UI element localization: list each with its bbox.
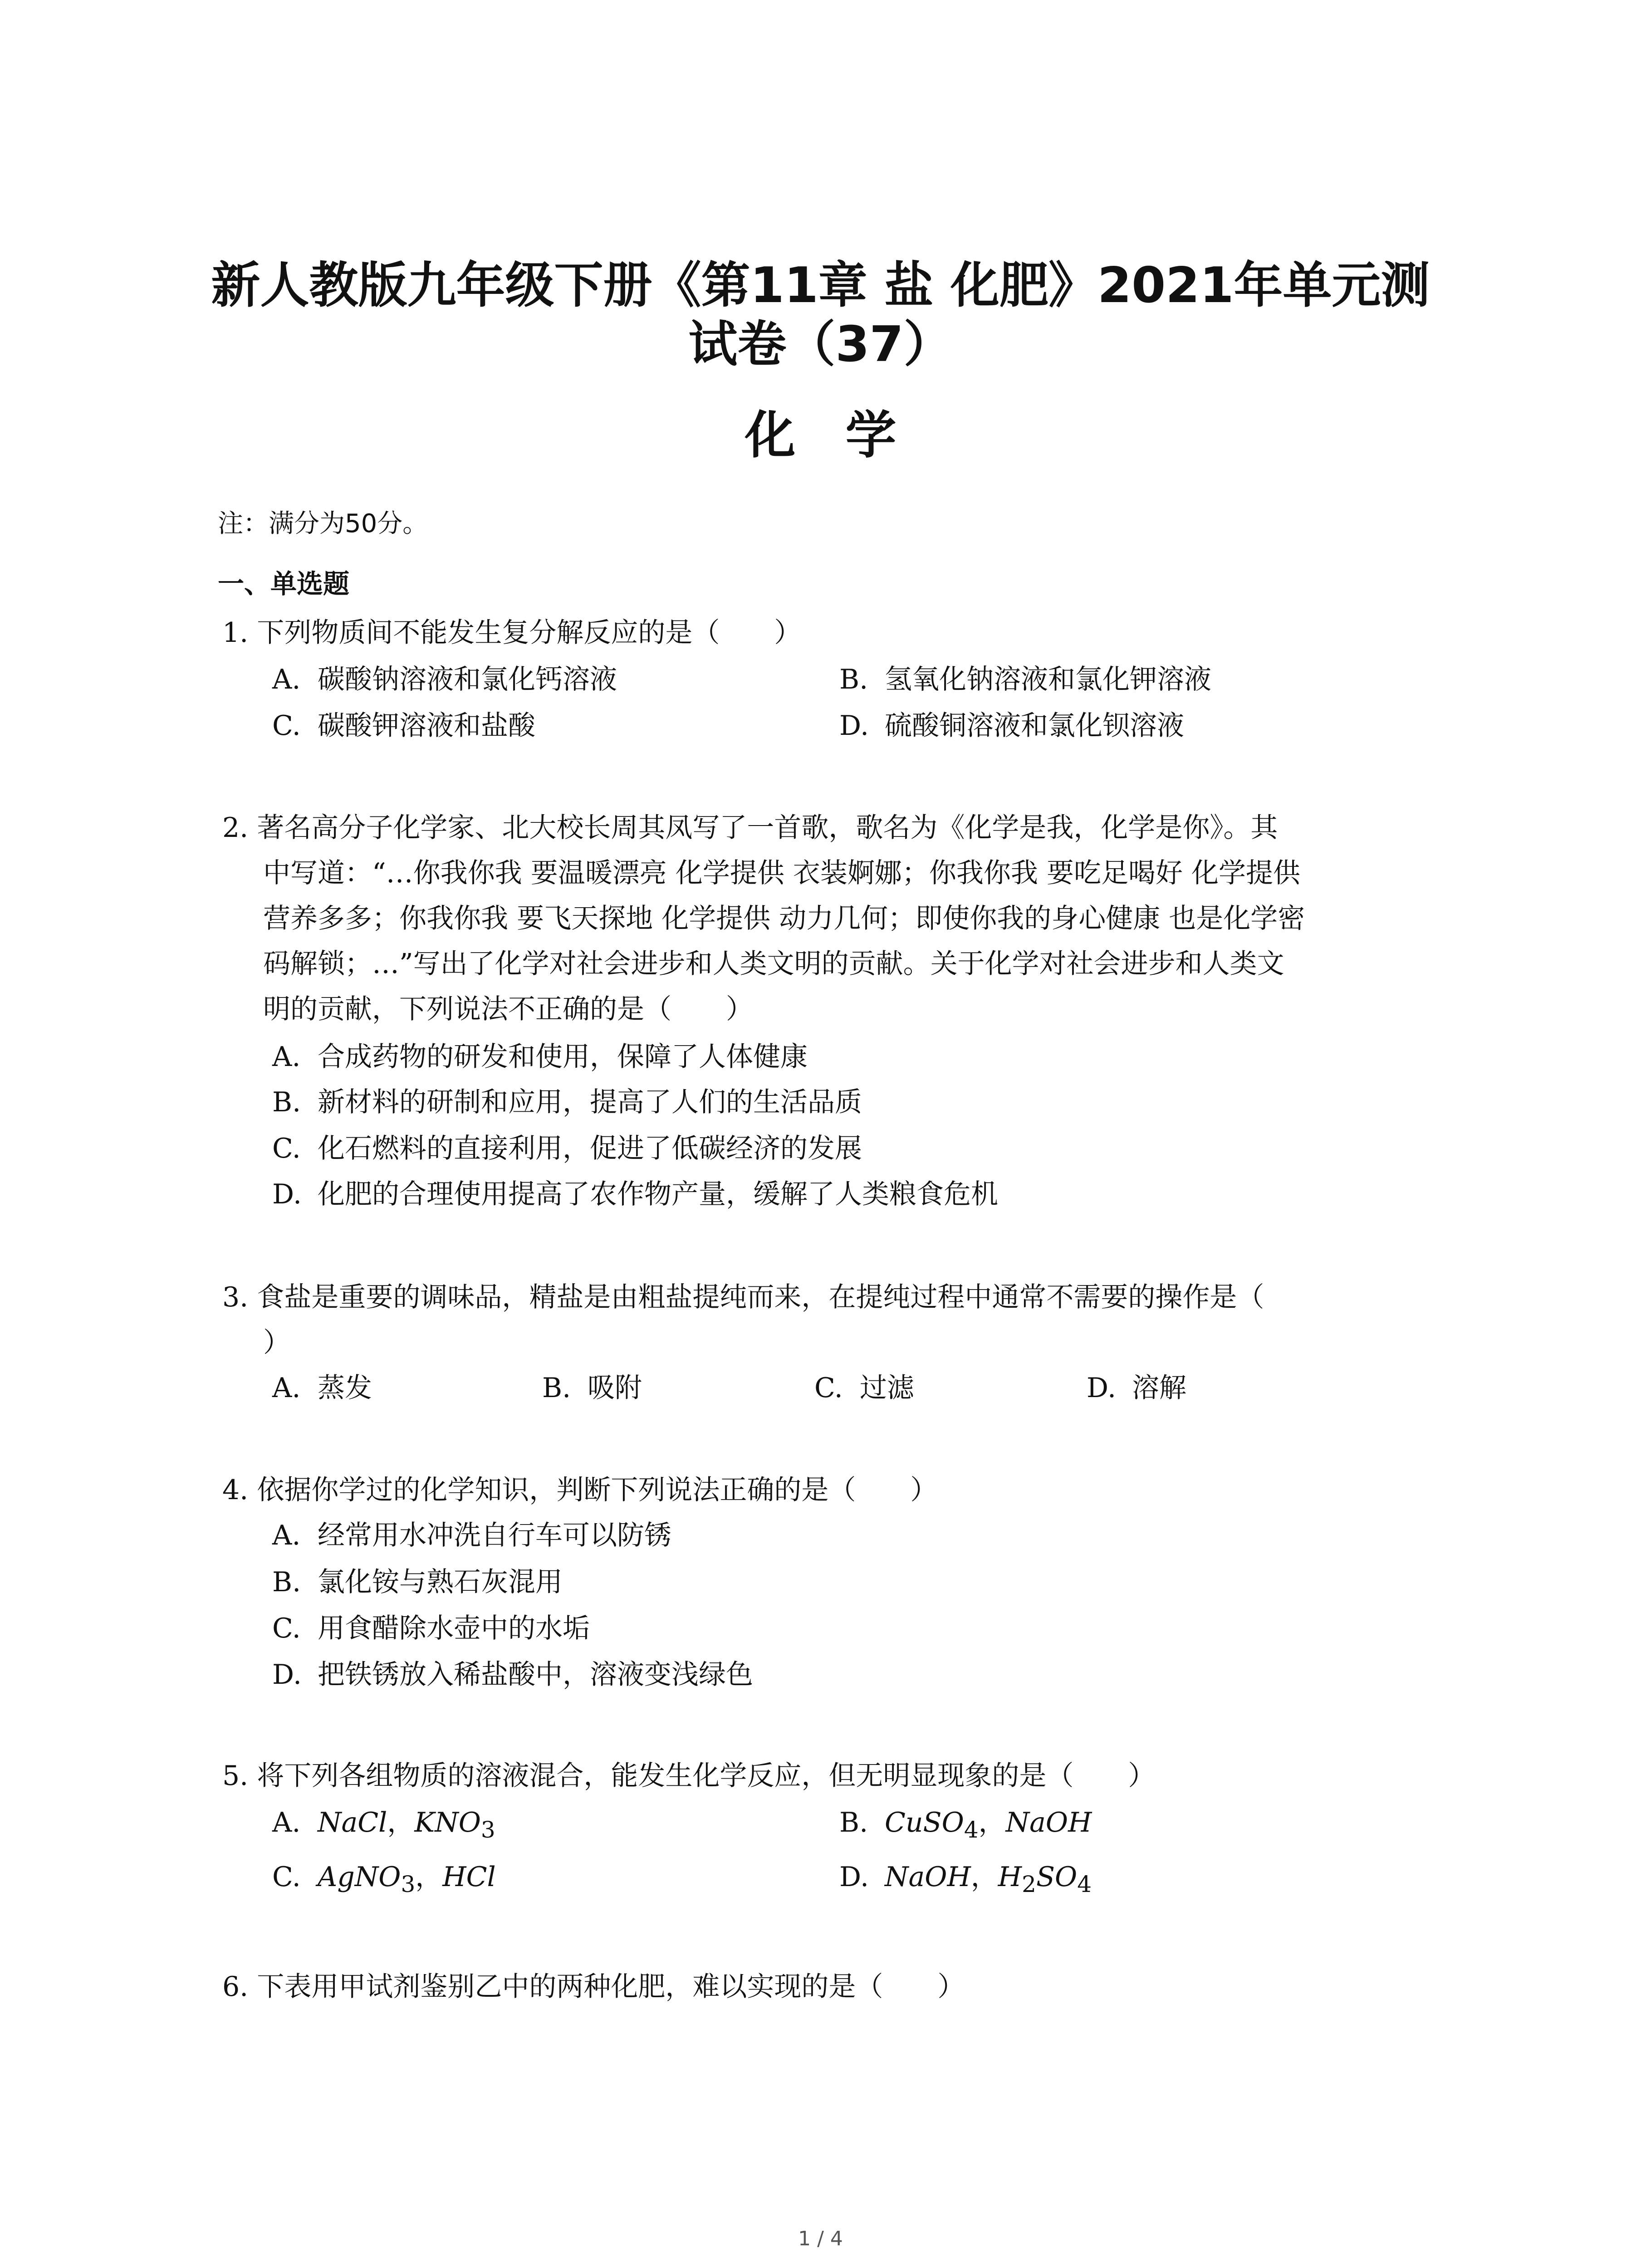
option-a: A. 经常用水冲洗自行车可以防锈 <box>272 1520 671 1551</box>
option-d: D. 把铁锈放入稀盐酸中，溶液变浅绿色 <box>272 1659 753 1691</box>
option-d: D. 硫酸铜溶液和氯化钡溶液 <box>839 710 1184 742</box>
option-d: D. NaOH，$H_2SO_4$ <box>839 1861 1092 1897</box>
question-stem-line: ） <box>263 1327 290 1359</box>
option-a: A. 蒸发 <box>272 1372 372 1404</box>
option-a: A. 合成药物的研发和使用，保障了人体健康 <box>272 1041 808 1073</box>
option-c: C. 过滤 <box>814 1372 914 1404</box>
option-b: B. 新材料的研制和应用，提高了人们的生活品质 <box>272 1086 862 1118</box>
question-stem: 5. 将下列各组物质的溶液混合，能发生化学反应，但无明显现象的是（ ） <box>222 1760 1156 1792</box>
option-a: A. NaCl，$KNO_3$ <box>272 1807 495 1843</box>
question-stem-line: 3. 食盐是重要的调味品，精盐是由粗盐提纯而来，在提纯过程中通常不需要的操作是（ <box>222 1281 1264 1313</box>
question-stem-line: 码解锁；…”写出了化学对社会进步和人类文明的贡献。关于化学对社会进步和人类文 <box>263 948 1284 980</box>
question-stem: 4. 依据你学过的化学知识，判断下列说法正确的是（ ） <box>222 1474 938 1506</box>
score-note: 注：满分为50分。 <box>218 509 428 538</box>
page-title-line-2: 试卷（37） <box>688 316 953 373</box>
option-c: C. AgNO$_3$，HCl <box>272 1861 496 1897</box>
option-d: D. 化肥的合理使用提高了农作物产量，缓解了人类粮食危机 <box>272 1178 998 1210</box>
option-a: A. 碳酸钠溶液和氯化钙溶液 <box>272 664 617 695</box>
question-stem-line: 中写道：“…你我你我 要温暖漂亮 化学提供 衣装婀娜；你我你我 要吃足喝好 化学提供 <box>263 857 1301 889</box>
question-stem-line: 明的贡献，下列说法不正确的是（ ） <box>263 993 753 1025</box>
question-stem-line: 2. 著名高分子化学家、北大校长周其凤写了一首歌，歌名为《化学是我，化学是你》。其 <box>222 812 1278 844</box>
option-c: C. 碳酸钾溶液和盐酸 <box>272 710 535 742</box>
question-stem: 1. 下列物质间不能发生复分解反应的是（ ） <box>222 617 802 649</box>
page-number: 1 / 4 <box>798 2227 843 2250</box>
section-heading: 一、单选题 <box>218 568 350 599</box>
question-stem: 6. 下表用甲试剂鉴别乙中的两种化肥，难以实现的是（ ） <box>222 1971 965 2003</box>
option-b: B. 氢氧化钠溶液和氯化钾溶液 <box>839 664 1211 695</box>
option-b: B. CuSO$_4$，NaOH <box>839 1807 1092 1843</box>
question-stem-line: 营养多多；你我你我 要飞天探地 化学提供 动力几何；即使你我的身心健康 也是化学密 <box>263 903 1305 934</box>
option-b: B. 氯化铵与熟石灰混用 <box>272 1566 563 1598</box>
option-c: C. 化石燃料的直接利用，促进了低碳经济的发展 <box>272 1133 862 1164</box>
option-c: C. 用食醋除水壶中的水垢 <box>272 1613 590 1644</box>
page-title-line-1: 新人教版九年级下册《第11章 盐 化肥》2021年单元测 <box>211 257 1430 314</box>
option-d: D. 溶解 <box>1087 1372 1186 1404</box>
option-b: B. 吸附 <box>542 1372 642 1404</box>
subject-heading: 化学 <box>745 406 946 465</box>
